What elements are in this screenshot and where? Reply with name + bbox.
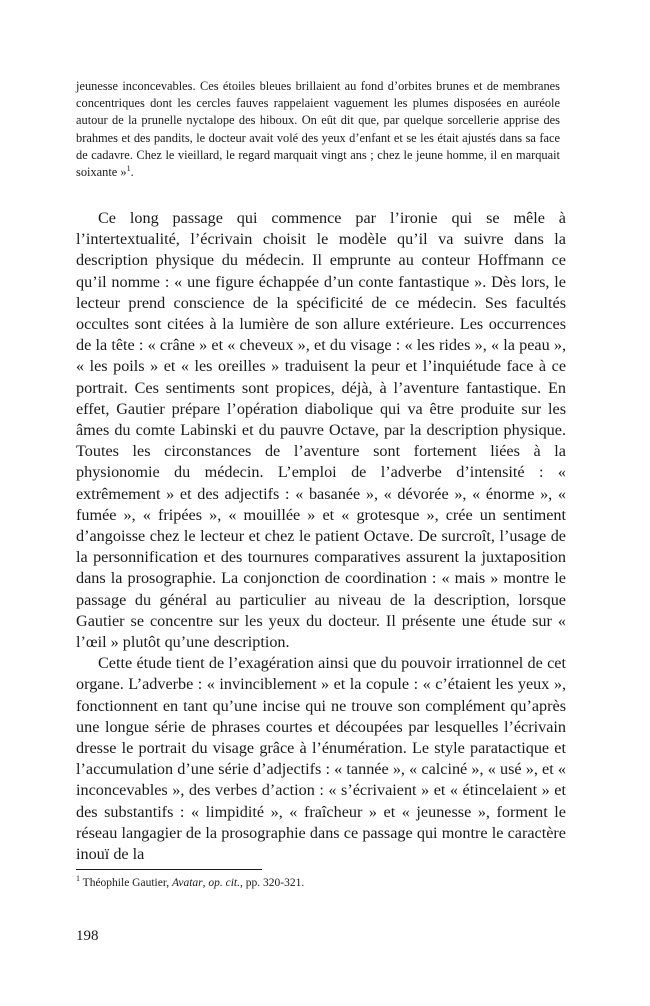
footnote-number: 1: [76, 874, 80, 884]
body-paragraph-1: Ce long passage qui commence par l’ironie qui se mêle à l’intertextualité, l’écrivain choisit le modèle qu’il va suivre dans la description physique du médecin. Il emprunte au conteur Hoffmann ce qu’il nomme : « une figure échappée d’un conte fantastique ». Dès lors, le lecteur prend conscience de la spécificité de ce médecin. Ses facultés occultes sont citées à la lumière de son allure extérieure. Les occurrences de la tête : « crâne » et « cheveux », et du visage : « les rides », « la peau », « les poils » et « les oreilles » traduisent la peur et l’inquiétude face à ce portrait. Ces sentiments sont propices, déjà, à l’aventure fantastique. En effet, Gautier prépare l’opération diabolique qui va être produite sur les âmes du comte Labinski et du pauvre Octave, par la description physique. Toutes les circonstances de l’aventure sont fortement liées à la physionomie du médecin. L’emploi de l’adverbe d’intensité : « extrêmement » et des adjectifs : « basanée », « dévorée », « énorme », « fumée », « fripées », « mouillée » et « grotesque », crée un sentiment d’angoisse chez le lecteur et chez le patient Octave. De surcroît, l’usage de la personnification et des tournures comparatives assurent la juxtaposition dans la prosographie. La conjonction de coordination : « mais » montre le passage du général au particulier au niveau de la description, lorsque Gautier se concentre sur les yeux du docteur. Il présente une étude sur « l’œil » plutôt qu’une description.: [76, 209, 566, 652]
footnote-pages: , pp. 320-321.: [240, 877, 305, 889]
quote-text: jeunesse inconcevables. Ces étoiles bleues brillaient au fond d’orbites brunes et de membranes concentriques dont les cercles fauves rappelaient vaguement les plumes disposées en auréole autour de la prunelle nyctalope des hiboux. On eût dit que, par quelque sorcellerie apprise des brahmes et des pandits, le docteur avait volé des yeux d’enfant et se les était ajustés dans sa face de cadavre. Chez le vieillard, le regard marquait vingt ans ; chez le jeune homme, il en marquait soixante »: [76, 79, 560, 180]
footnote-separator: [76, 869, 262, 870]
footnote-author: Théophile Gautier,: [82, 877, 172, 889]
footnote-separator-comma: ,: [202, 877, 209, 889]
footnote-title: Avatar: [171, 877, 203, 889]
main-text: [76, 208, 566, 865]
footnote-op-cit: op. cit.: [208, 877, 240, 889]
quote-end-punctuation: .: [130, 165, 134, 180]
footnote-reference: 1: [126, 163, 131, 173]
block-quote: [76, 78, 560, 181]
page-number: 198: [76, 928, 99, 944]
footnote: [76, 876, 566, 891]
quote-paragraph: [76, 78, 560, 181]
body-paragraph-2: Cette étude tient de l’exagération ainsi que du pouvoir irrationnel de cet organe. L’adverbe : « invinciblement » et la copule : « c’étaient les yeux », fonctionnent en tant qu’une incise qui ne trouve son complément qu’après une longue série de phrases courtes et découpées par lesquelles l’écrivain dresse le portrait du visage grâce à l’énumération. Le style paratactique et l’accumulation d’une série d’adjectifs : « tannée », « calciné », « usé », et « inconcevables », des verbes d’action : « s’écrivaient » et « étincelaient » et des substantifs : « limpidité », « fraîcheur » et « jeunesse », forment le réseau langagier de la prosographie dans ce passage qui montre le caractère inouï de la: [76, 654, 566, 864]
